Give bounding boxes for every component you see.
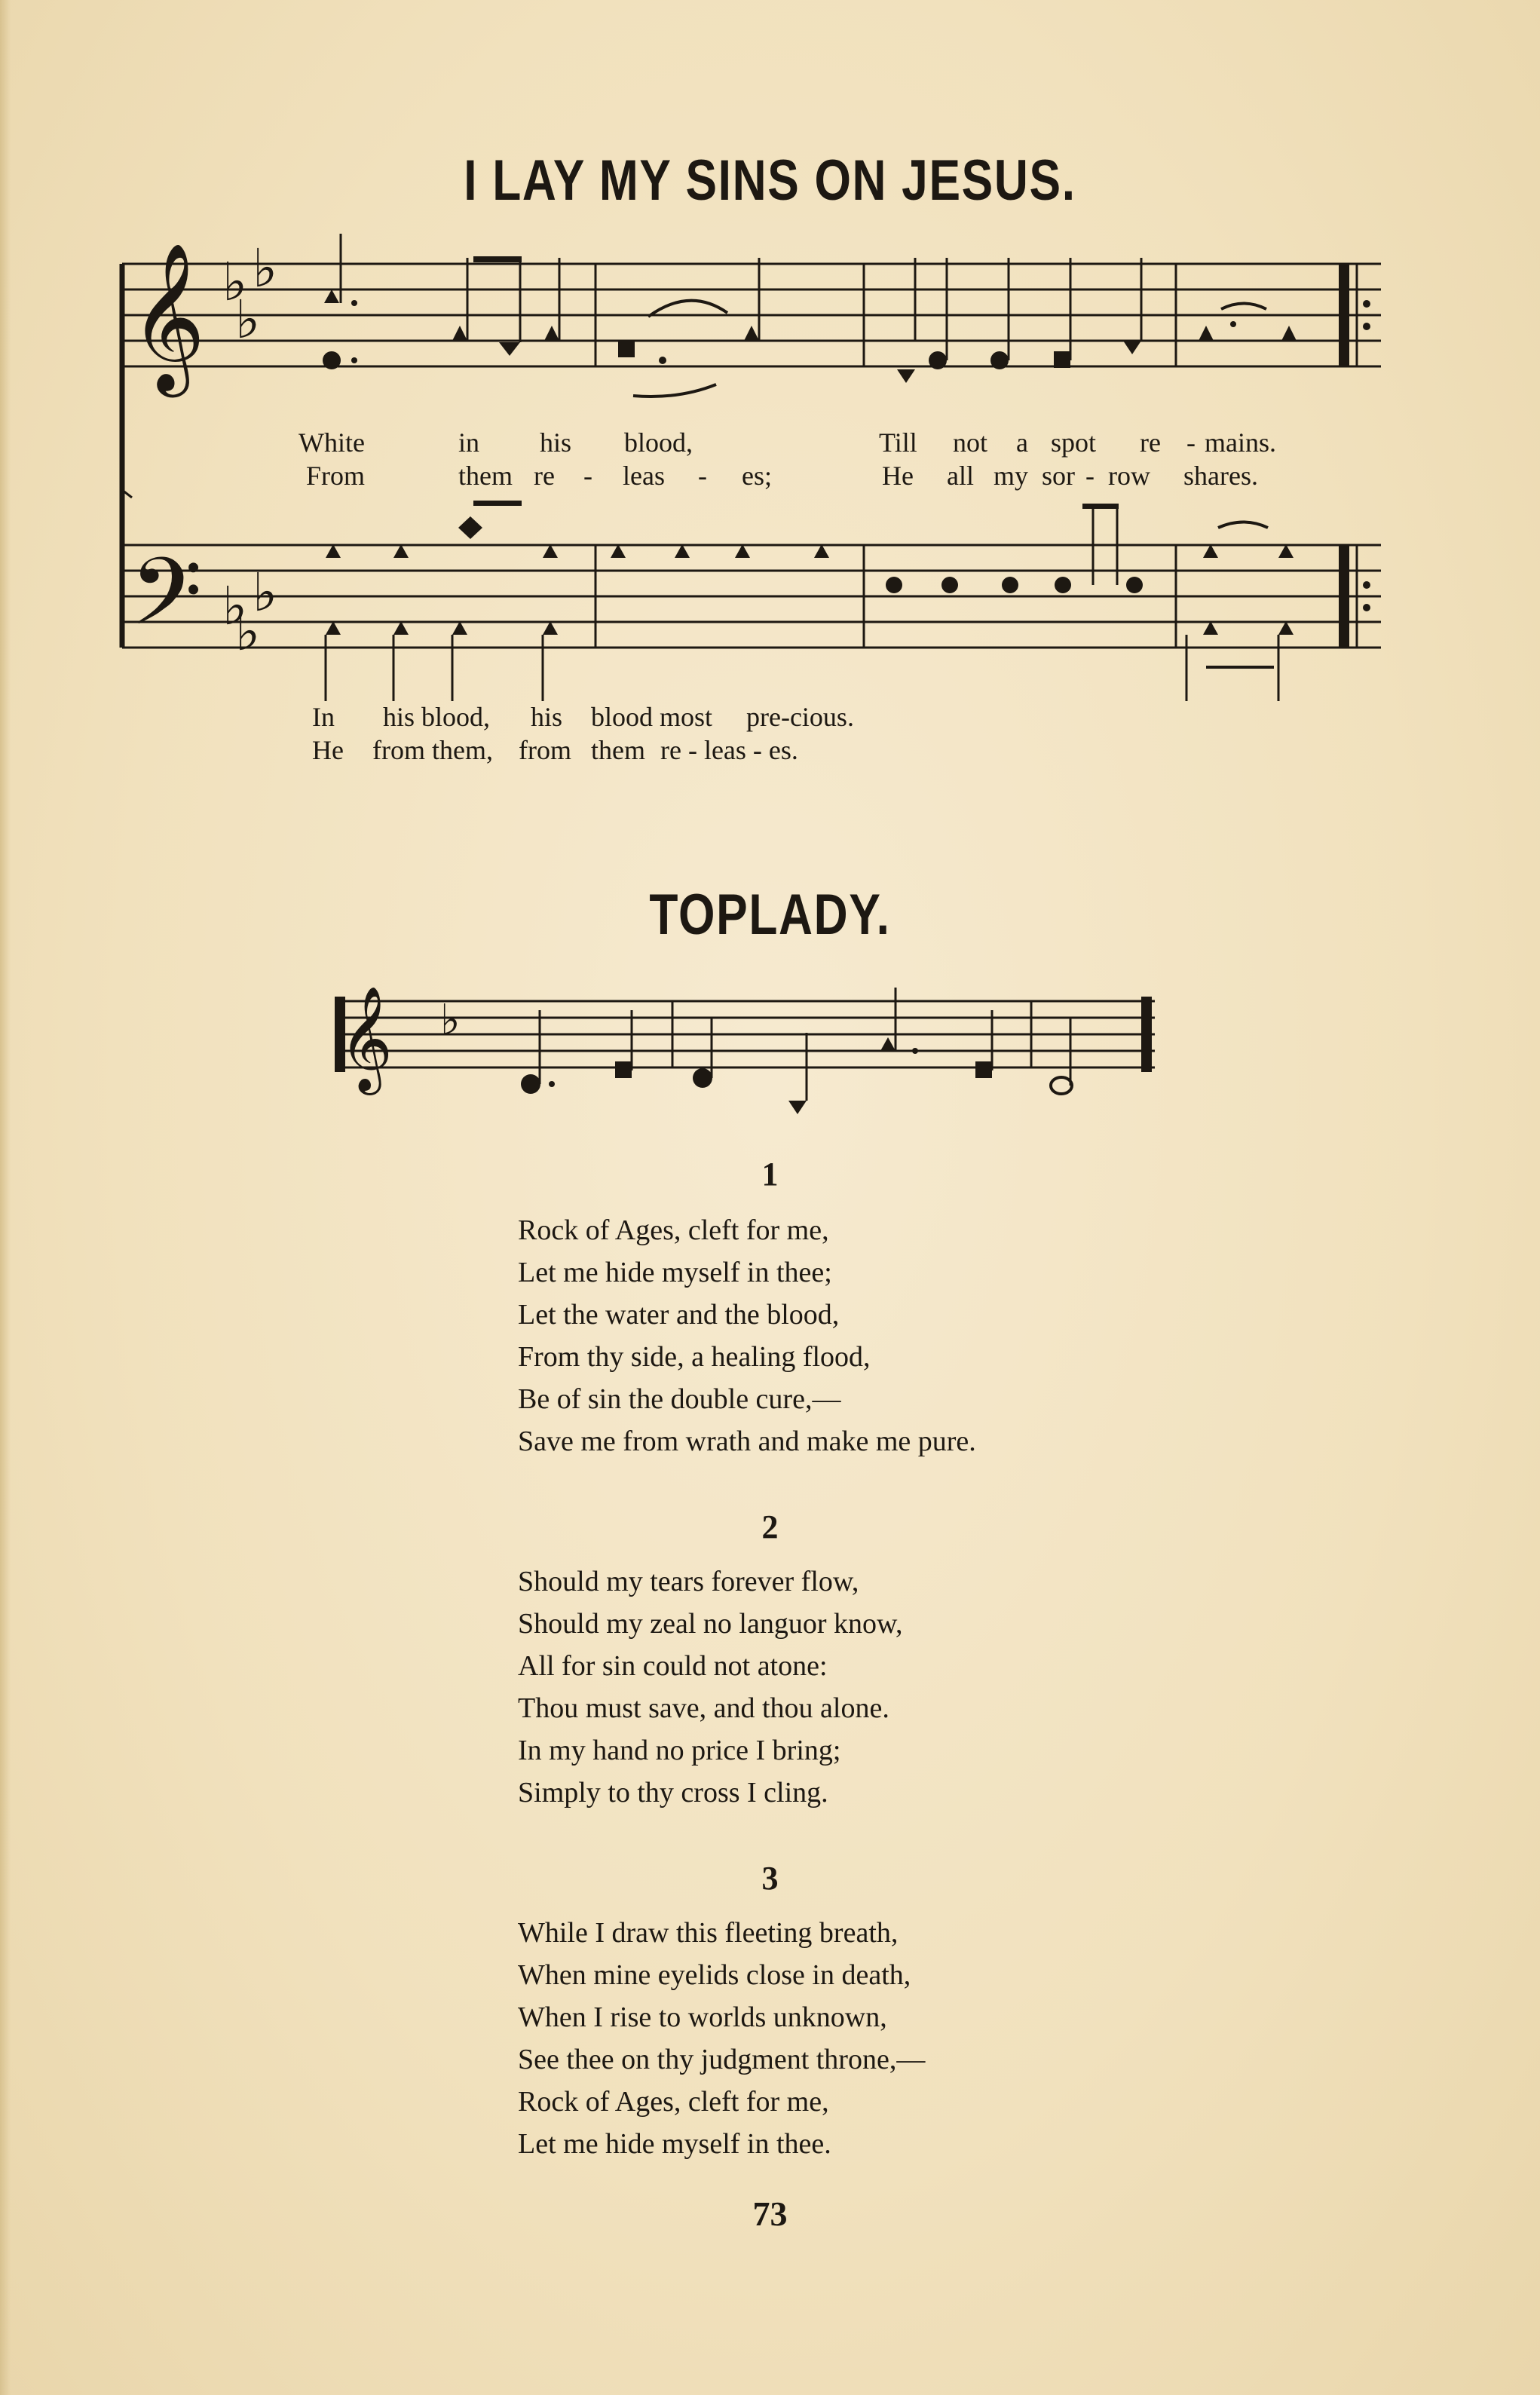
lyric-from: From — [306, 461, 366, 491]
lyric-till: Till — [879, 427, 917, 458]
svg-text:♭: ♭ — [440, 996, 461, 1045]
hymn-1-title: I LAY MY SINS ON JESUS. — [464, 149, 1076, 213]
bass-lyric-blood-most: blood most — [591, 702, 713, 732]
stanza-3-line-1: While I draw this fleeting breath, — [518, 1917, 899, 1949]
svg-text:𝄞: 𝄞 — [339, 986, 393, 1091]
lyric-in: in — [458, 427, 480, 458]
bass-lyric-re-leas-es: re - leas - es. — [660, 735, 798, 765]
bass-lyric-he: He — [312, 735, 344, 765]
lyric-leas: leas — [623, 461, 665, 491]
hymn-2-title: TOPLADY. — [649, 883, 891, 947]
bass-lyric-from-them: from them, — [372, 735, 493, 765]
stanza-2-line-1: Should my tears forever flow, — [518, 1566, 859, 1597]
lyric-them: them — [458, 461, 513, 491]
stanza-3-line-6: Let me hide myself in thee. — [518, 2128, 831, 2160]
lyric-mains: mains. — [1205, 427, 1276, 458]
lyric-he: He — [882, 461, 914, 491]
lyric-a: a — [1016, 427, 1028, 458]
stanza-2 — [518, 1560, 902, 1814]
lyric-his: his — [540, 427, 572, 458]
lyric-spot: spot — [1051, 427, 1097, 458]
stanza-3 — [518, 1912, 925, 2165]
stanza-2-line-6: Simply to thy cross I cling. — [518, 1777, 828, 1809]
lyric-hyphen2: - — [583, 461, 592, 491]
page-number: 73 — [752, 2194, 788, 2233]
stanza-number-1: 1 — [761, 1156, 779, 1193]
stanza-2-line-2: Should my zeal no languor know, — [518, 1608, 903, 1640]
stanza-1-line-1: Rock of Ages, cleft for me, — [518, 1214, 829, 1246]
hymn-2-score — [0, 0, 1540, 1131]
stanza-1-line-4: From thy side, a healing flood, — [518, 1341, 871, 1373]
svg-text:♭: ♭ — [235, 601, 261, 663]
lyric-es: es; — [742, 461, 772, 491]
bass-lyric-his: his — [531, 702, 563, 732]
svg-text:𝄞: 𝄞 — [130, 242, 206, 391]
stanza-3-line-5: Rock of Ages, cleft for me, — [518, 2086, 829, 2118]
stanza-number-2: 2 — [761, 1508, 779, 1545]
svg-text:♭: ♭ — [222, 251, 248, 313]
stanza-2-line-3: All for sin could not atone: — [518, 1650, 828, 1682]
bass-lyric-them: them — [591, 735, 645, 765]
svg-text:♭: ♭ — [222, 575, 248, 637]
svg-text:♭: ♭ — [253, 237, 278, 299]
lyric-shares: shares. — [1183, 461, 1258, 491]
svg-text:♭: ♭ — [253, 562, 278, 623]
stanza-number-3: 3 — [761, 1860, 779, 1897]
stanza-3-line-4: See thee on thy judgment throne,— — [518, 2044, 926, 2075]
svg-text:♭: ♭ — [235, 289, 261, 351]
bass-lyric-in: In — [312, 702, 335, 732]
lyric-all: all — [947, 461, 974, 491]
bass-lyric-precious: pre-cious. — [746, 702, 854, 732]
lyric-row: row — [1108, 461, 1150, 491]
bass-lyric-from: from — [519, 735, 571, 765]
stanza-1-line-3: Let the water and the blood, — [518, 1299, 840, 1331]
stanza-1-line-6: Save me from wrath and make me pure. — [518, 1426, 976, 1457]
lyric-not: not — [953, 427, 988, 458]
lyric-hyphen3: - — [698, 461, 707, 491]
svg-text:𝄢: 𝄢 — [130, 538, 203, 669]
bass-lyric-his-blood: his blood, — [383, 702, 491, 732]
stanza-1 — [518, 1209, 976, 1462]
stanza-1-line-2: Let me hide myself in thee; — [518, 1257, 832, 1288]
lyric-re: re — [1140, 427, 1161, 458]
stanza-2-line-5: In my hand no price I bring; — [518, 1735, 841, 1766]
stanza-2-line-4: Thou must save, and thou alone. — [518, 1692, 889, 1724]
lyric-white: White — [299, 427, 365, 458]
lyric-re2: re — [534, 461, 555, 491]
stanza-1-line-5: Be of sin the double cure,— — [518, 1383, 841, 1415]
lyric-hyphen: - — [1186, 427, 1196, 458]
lyric-hyphen4: - — [1085, 461, 1095, 491]
lyric-blood: blood, — [624, 427, 693, 458]
stanza-3-line-2: When mine eyelids close in death, — [518, 1959, 911, 1991]
stanza-3-line-3: When I rise to worlds unknown, — [518, 2001, 887, 2033]
lyric-my: my — [993, 461, 1029, 491]
lyric-sor: sor — [1042, 461, 1075, 491]
